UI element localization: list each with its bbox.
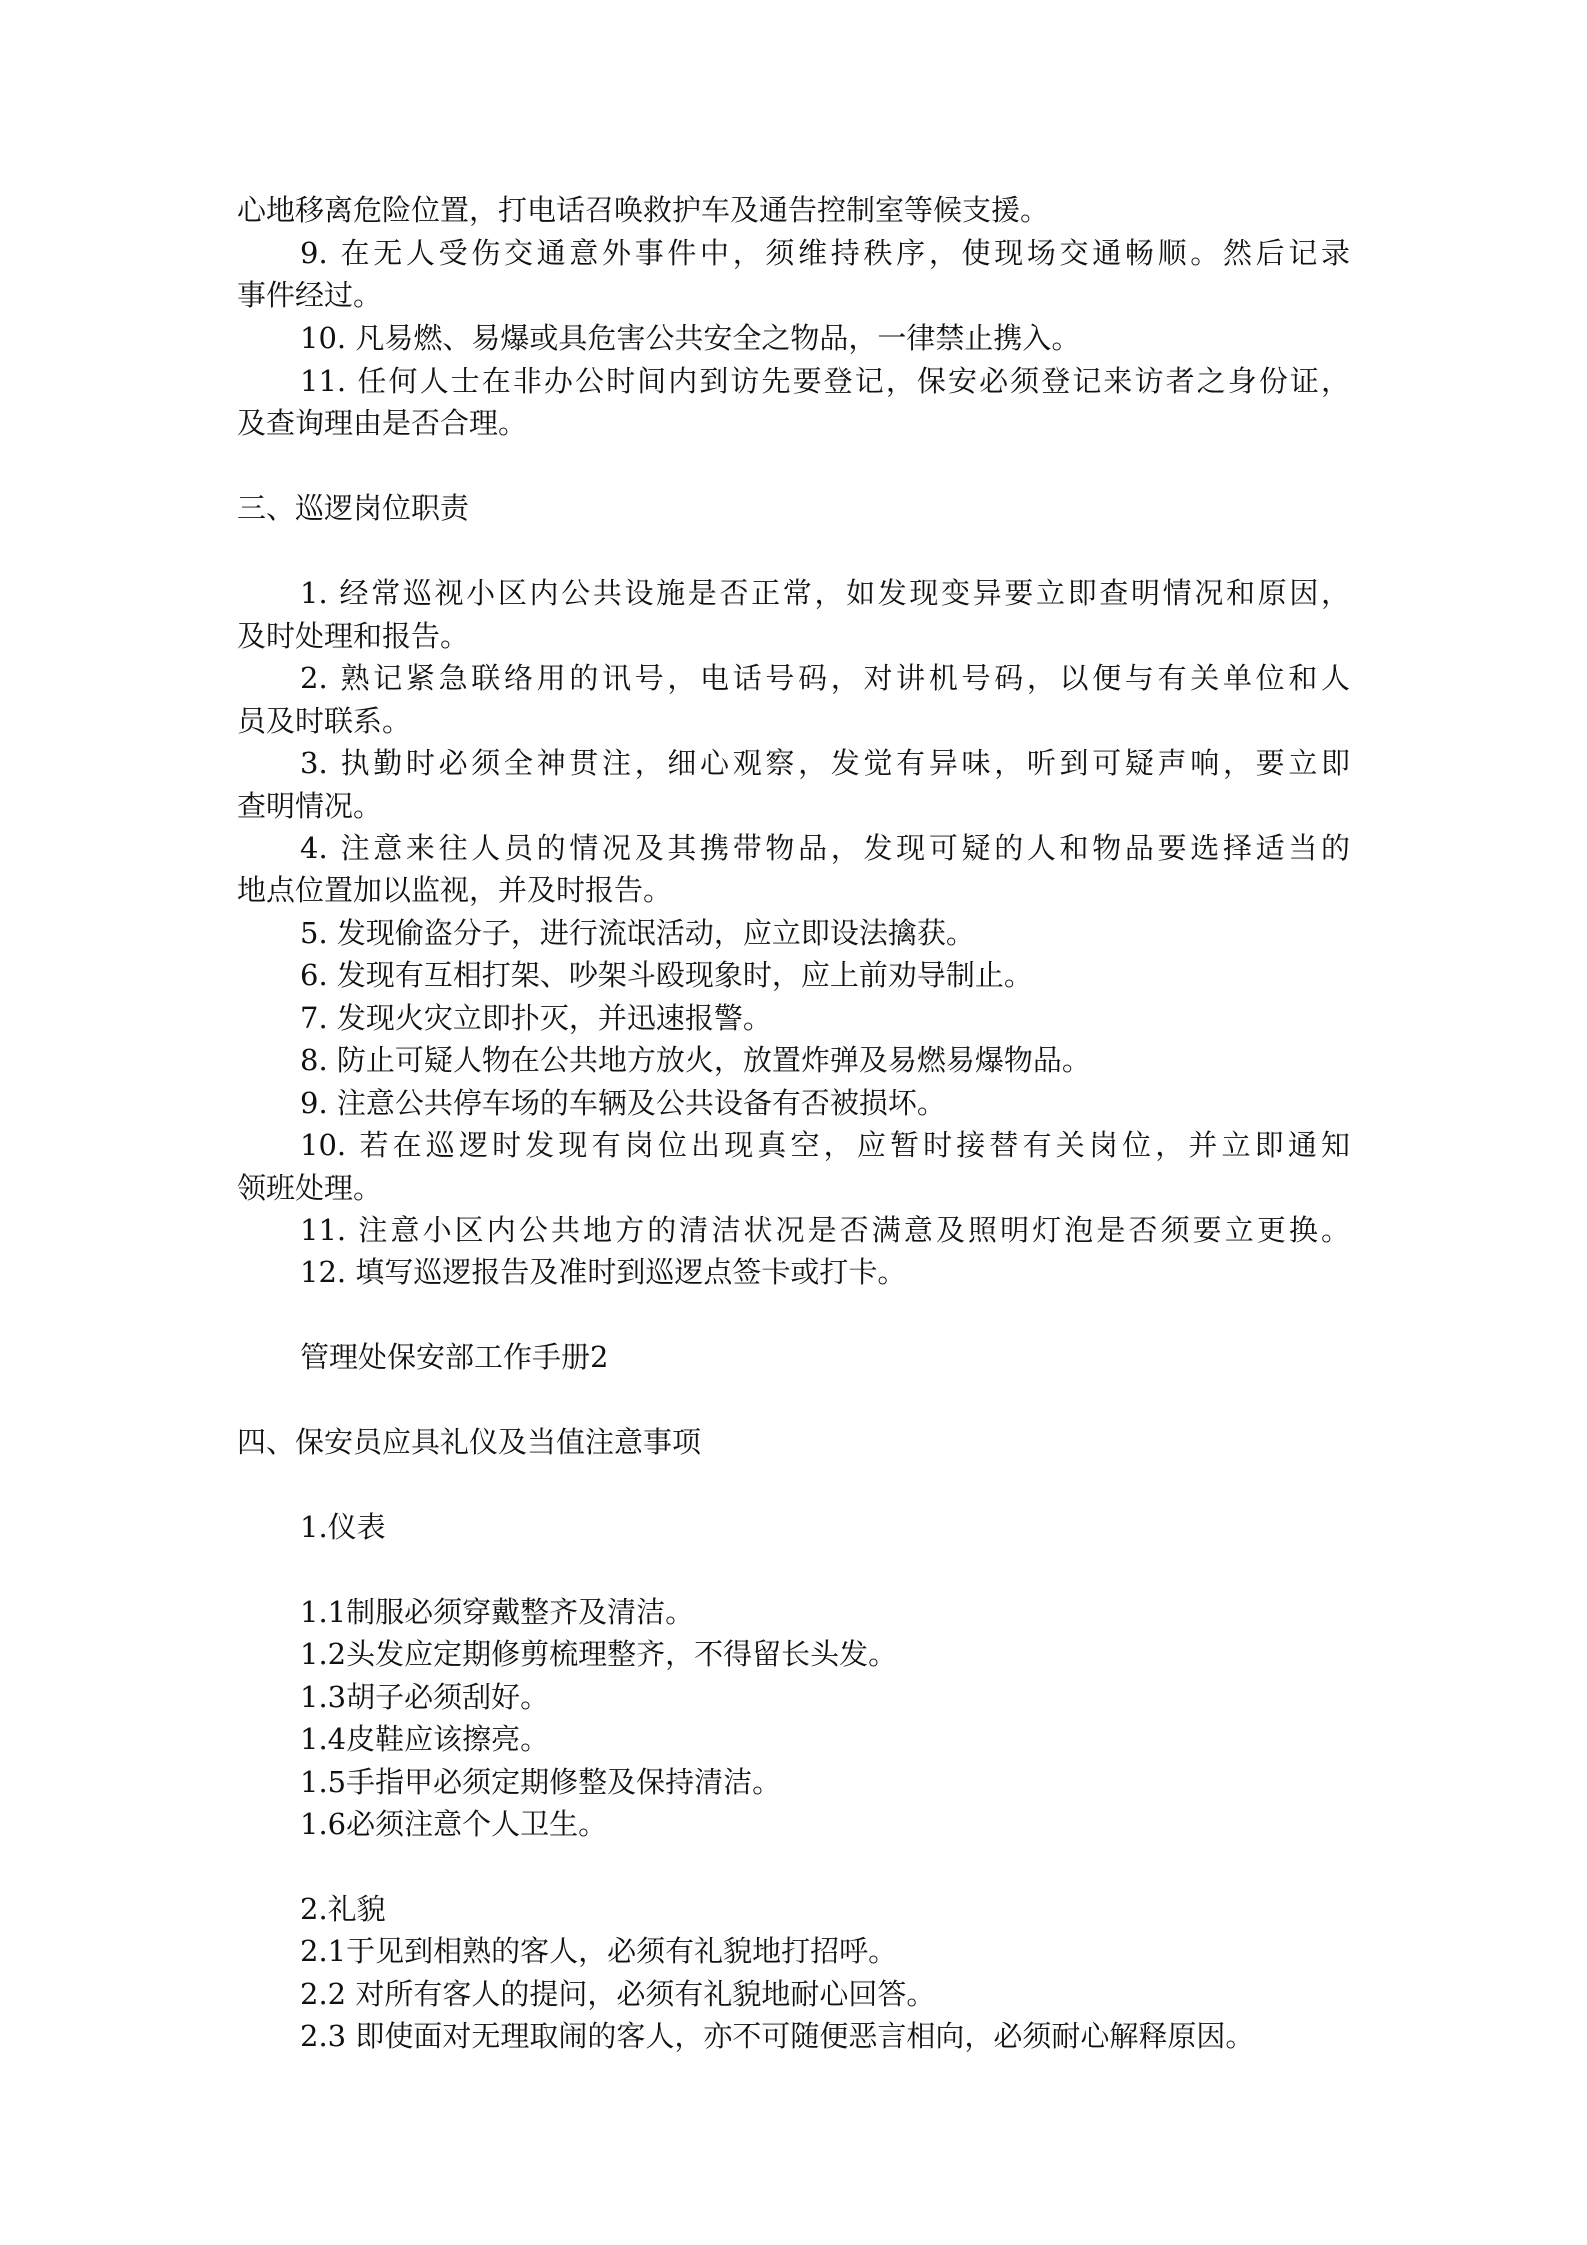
text-line: 事件经过。 — [237, 278, 383, 312]
text-line: 2.3 即使面对无理取闹的客人，亦不可随便恶言相向，必须耐心解释原因。 — [300, 2019, 1255, 2053]
text-line: 10. 若在巡逻时发现有岗位出现真空，应暂时接替有关岗位，并立即通知 — [300, 1128, 1350, 1162]
text-line: 及查询理由是否合理。 — [237, 406, 528, 440]
text-line: 2. 熟记紧急联络用的讯号，电话号码，对讲机号码，以便与有关单位和人 — [300, 661, 1350, 695]
text-line: 2.礼貌 — [300, 1892, 386, 1926]
text-line: 三、巡逻岗位职责 — [237, 491, 470, 525]
text-line: 10. 凡易燃、易爆或具危害公共安全之物品，一律禁止携入。 — [300, 321, 1081, 355]
text-line: 12. 填写巡逻报告及准时到巡逻点签卡或打卡。 — [300, 1255, 907, 1289]
text-line: 1. 经常巡视小区内公共设施是否正常，如发现变异要立即查明情况和原因， — [300, 576, 1350, 610]
text-line: 及时处理和报告。 — [237, 619, 470, 653]
text-line: 1.6必须注意个人卫生。 — [300, 1807, 608, 1841]
text-line: 9. 注意公共停车场的车辆及公共设备有否被损坏。 — [300, 1086, 946, 1120]
text-line: 管理处保安部工作手册2 — [300, 1340, 609, 1374]
text-line: 地点位置加以监视，并及时报告。 — [237, 873, 673, 907]
text-line: 员及时联系。 — [237, 704, 412, 738]
text-line: 心地移离危险位置，打电话召唤救护车及通告控制室等候支援。 — [237, 193, 1050, 227]
text-line: 2.2 对所有客人的提问，必须有礼貌地耐心回答。 — [300, 1977, 936, 2011]
text-line: 1.3胡子必须刮好。 — [300, 1680, 550, 1714]
text-line: 1.2头发应定期修剪梳理整齐，不得留长头发。 — [300, 1637, 898, 1671]
text-line: 8. 防止可疑人物在公共地方放火，放置炸弹及易燃易爆物品。 — [300, 1043, 1091, 1077]
text-line: 1.5手指甲必须定期修整及保持清洁。 — [300, 1765, 782, 1799]
text-line: 4. 注意来往人员的情况及其携带物品，发现可疑的人和物品要选择适当的 — [300, 831, 1350, 865]
text-line: 1.仪表 — [300, 1510, 386, 1544]
text-line: 1.4皮鞋应该擦亮。 — [300, 1722, 550, 1756]
text-line: 领班处理。 — [237, 1171, 383, 1205]
text-line: 9. 在无人受伤交通意外事件中，须维持秩序，使现场交通畅顺。然后记录 — [300, 236, 1350, 270]
text-line: 2.1于见到相熟的客人，必须有礼貌地打招呼。 — [300, 1934, 898, 1968]
text-line: 3. 执勤时必须全神贯注，细心观察，发觉有异味，听到可疑声响，要立即 — [300, 746, 1350, 780]
text-line: 11. 任何人士在非办公时间内到访先要登记，保安必须登记来访者之身份证， — [300, 364, 1350, 398]
text-line: 7. 发现火灾立即扑灭，并迅速报警。 — [300, 1001, 772, 1035]
text-line: 5. 发现偷盗分子，进行流氓活动，应立即设法擒获。 — [300, 916, 975, 950]
text-line: 查明情况。 — [237, 789, 383, 823]
text-line: 11. 注意小区内公共地方的清洁状况是否满意及照明灯泡是否须要立更换。 — [300, 1213, 1350, 1247]
text-line: 1.1制服必须穿戴整齐及清洁。 — [300, 1595, 695, 1629]
text-line: 四、保安员应具礼仪及当值注意事项 — [237, 1425, 702, 1459]
text-line: 6. 发现有互相打架、吵架斗殴现象时，应上前劝导制止。 — [300, 958, 1033, 992]
